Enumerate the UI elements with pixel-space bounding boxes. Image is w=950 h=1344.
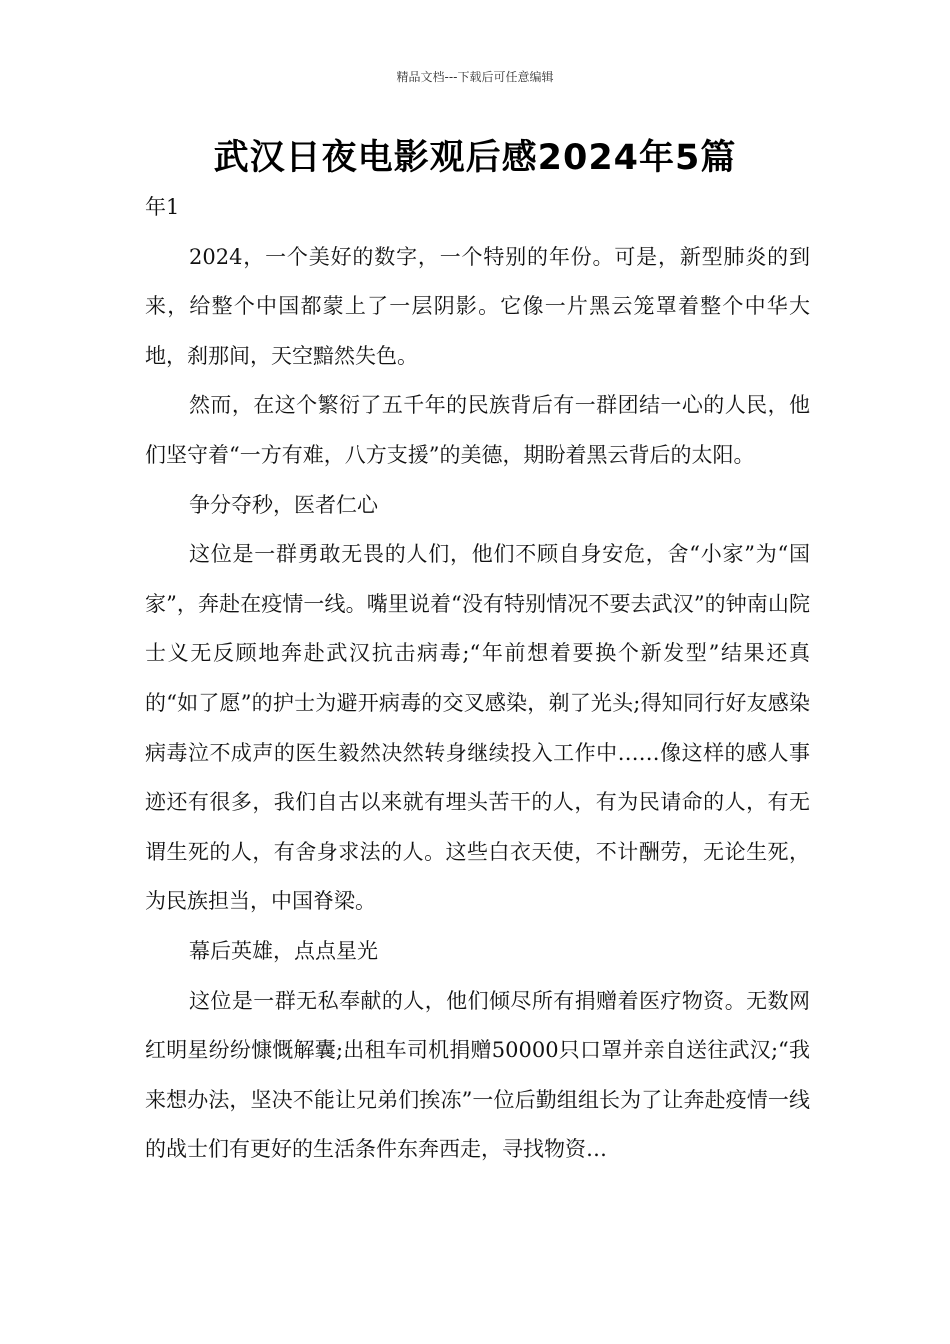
header-note: 精品文档---下载后可任意编辑 (396, 70, 554, 84)
document-title: 武汉日夜电影观后感2024年5篇 (213, 138, 737, 178)
paragraph-year-label: 年1 (145, 195, 180, 219)
document-body (145, 183, 810, 1175)
paragraph-heroes: 这位是一群无私奉献的人，他们倾尽所有捐赠着医疗物资。无数网红明星纷纷慷慨解囊;出租车司机捐赠50000只口罩并亲自送往武汉;“我来想办法，坚决不能让兄弟们挨冻”一位后勤组组长为了让奔赴疫情一线的战士们有更好的生活条件东奔西走，寻找物资… (145, 988, 810, 1162)
section-heading-medics: 争分夺秒，医者仁心 (189, 492, 378, 517)
paragraph-unity: 然而，在这个繁衍了五千年的民族背后有一群团结一心的人民，他们坚守着“一方有难，八方支援”的美德，期盼着黑云背后的太阳。 (145, 393, 810, 467)
paragraph-medics: 这位是一群勇敢无畏的人们，他们不顾自身安危，舍“小家”为“国家”，奔赴在疫情一线。嘴里说着“没有特别情况不要去武汉”的钟南山院士义无反顾地奔赴武汉抗击病毒;“年前想着要换个新发型”结果还真的“如了愿”的护士为避开病毒的交叉感染，剃了光头;得知同行好友感染病毒泣不成声的医生毅然决然转身继续投入工作中……像这样的感人事迹还有很多，我们自古以来就有埋头苦干的人，有为民请命的人，有无谓生死的人，有舍身求法的人。这些白衣天使，不计酬劳，无论生死，为民族担当，中国脊梁。 (145, 542, 810, 914)
section-heading-heroes: 幕后英雄，点点星光 (189, 938, 378, 963)
paragraph-intro: 2024，一个美好的数字，一个特别的年份。可是，新型肺炎的到来，给整个中国都蒙上了一层阴影。它像一片黑云笼罩着整个中华大地，刹那间，天空黯然失色。 (145, 244, 810, 368)
